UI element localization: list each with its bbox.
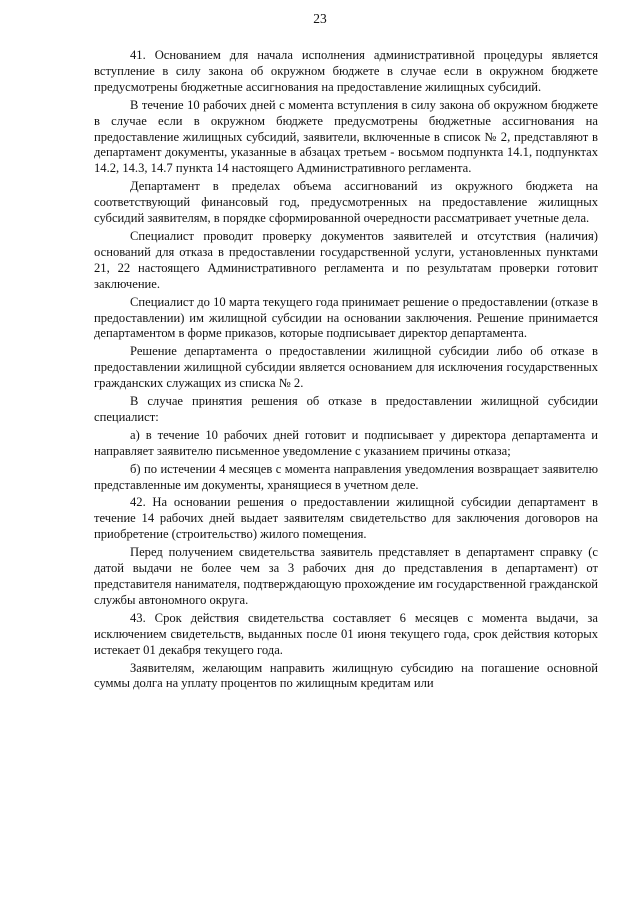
paragraph-submission-deadline: В течение 10 рабочих дней с момента вступления в силу закона об окружном бюджете в случае если в окружном бюджете предусмотрены бюджетные ассигнования на предоставление жилищных субсидий, заявители, включенные в список № 2, представляют в департамент документы, указанные в абзацах третьем - восьмом подпункта 14.1, подпунктах 14.2, 14.3, 14.7 пункта 14 настоящего Административного регламента. xyxy=(94,97,598,176)
paragraph-exclusion-basis: Решение департамента о предоставлении жилищной субсидии либо об отказе в предоставлении жилищной субсидии является основанием для исключения государственных гражданских служащих из списка № 2. xyxy=(94,344,598,391)
paragraph-decision-deadline: Специалист до 10 марта текущего года принимает решение о предоставлении (отказе в предоставлении) им жилищной субсидии на основании заключения. Решение принимается департаментом в форме приказов, которые подписывает директор департамента. xyxy=(94,294,598,341)
paragraph-refusal-intro: В случае принятия решения об отказе в предоставлении жилищной субсидии специалист: xyxy=(94,394,598,424)
paragraph-loan-repayment: Заявителям, желающим направить жилищную субсидию на погашение основной суммы долга на уплату процентов по жилищным кредитам или xyxy=(94,660,598,691)
paragraph-department-review: Департамент в пределах объема ассигнований из окружного бюджета на соответствующий финансовый год, предусмотренных на предоставление жилищных субсидий заявителям, в порядке сформированной очередности рассматривает учетные дела. xyxy=(94,179,598,226)
paragraph-refusal-item-b: б) по истечении 4 месяцев с момента направления уведомления возвращает заявителю представленные им документы, хранящиеся в учетном деле. xyxy=(94,461,598,492)
paragraph-certificate-reference: Перед получением свидетельства заявитель представляет в департамент справку (с датой выдачи не более чем за 3 рабочих дня до представления в департамент) от представителя нанимателя, подтверждающую прохождение им государственной гражданской службы автономного округа. xyxy=(94,545,598,607)
paragraph-43-validity: 43. Срок действия свидетельства составляет 6 месяцев с момента выдачи, за исключением свидетельств, выданных после 01 июня текущего года, срок действия которых истекает 01 декабря текущего года. xyxy=(94,610,598,657)
paragraph-specialist-check: Специалист проводит проверку документов заявителей и отсутствия (наличия) оснований для отказа в предоставлении государственной услуги, установленных пунктами 21, 22 настоящего Административного регламента и по результатам проверки готовит заключение. xyxy=(94,228,598,291)
paragraph-refusal-item-a: а) в течение 10 рабочих дней готовит и подписывает у директора департамента и направляет заявителю письменное уведомление с указанием причины отказа; xyxy=(94,427,598,458)
paragraph-41-basis: 41. Основанием для начала исполнения административной процедуры является вступление в силу закона об окружном бюджете в случае если в окружном бюджете предусмотрены бюджетные ассигнования на предоставление жилищных субсидий. xyxy=(94,48,598,94)
document-body xyxy=(94,48,598,694)
paragraph-42-certificate: 42. На основании решения о предоставлении жилищной субсидии департамент в течение 14 рабочих дней выдает заявителям свидетельство для заключения договоров на приобретение (строительство) жилого помещения. xyxy=(94,495,598,542)
page-number: 23 xyxy=(313,11,327,26)
